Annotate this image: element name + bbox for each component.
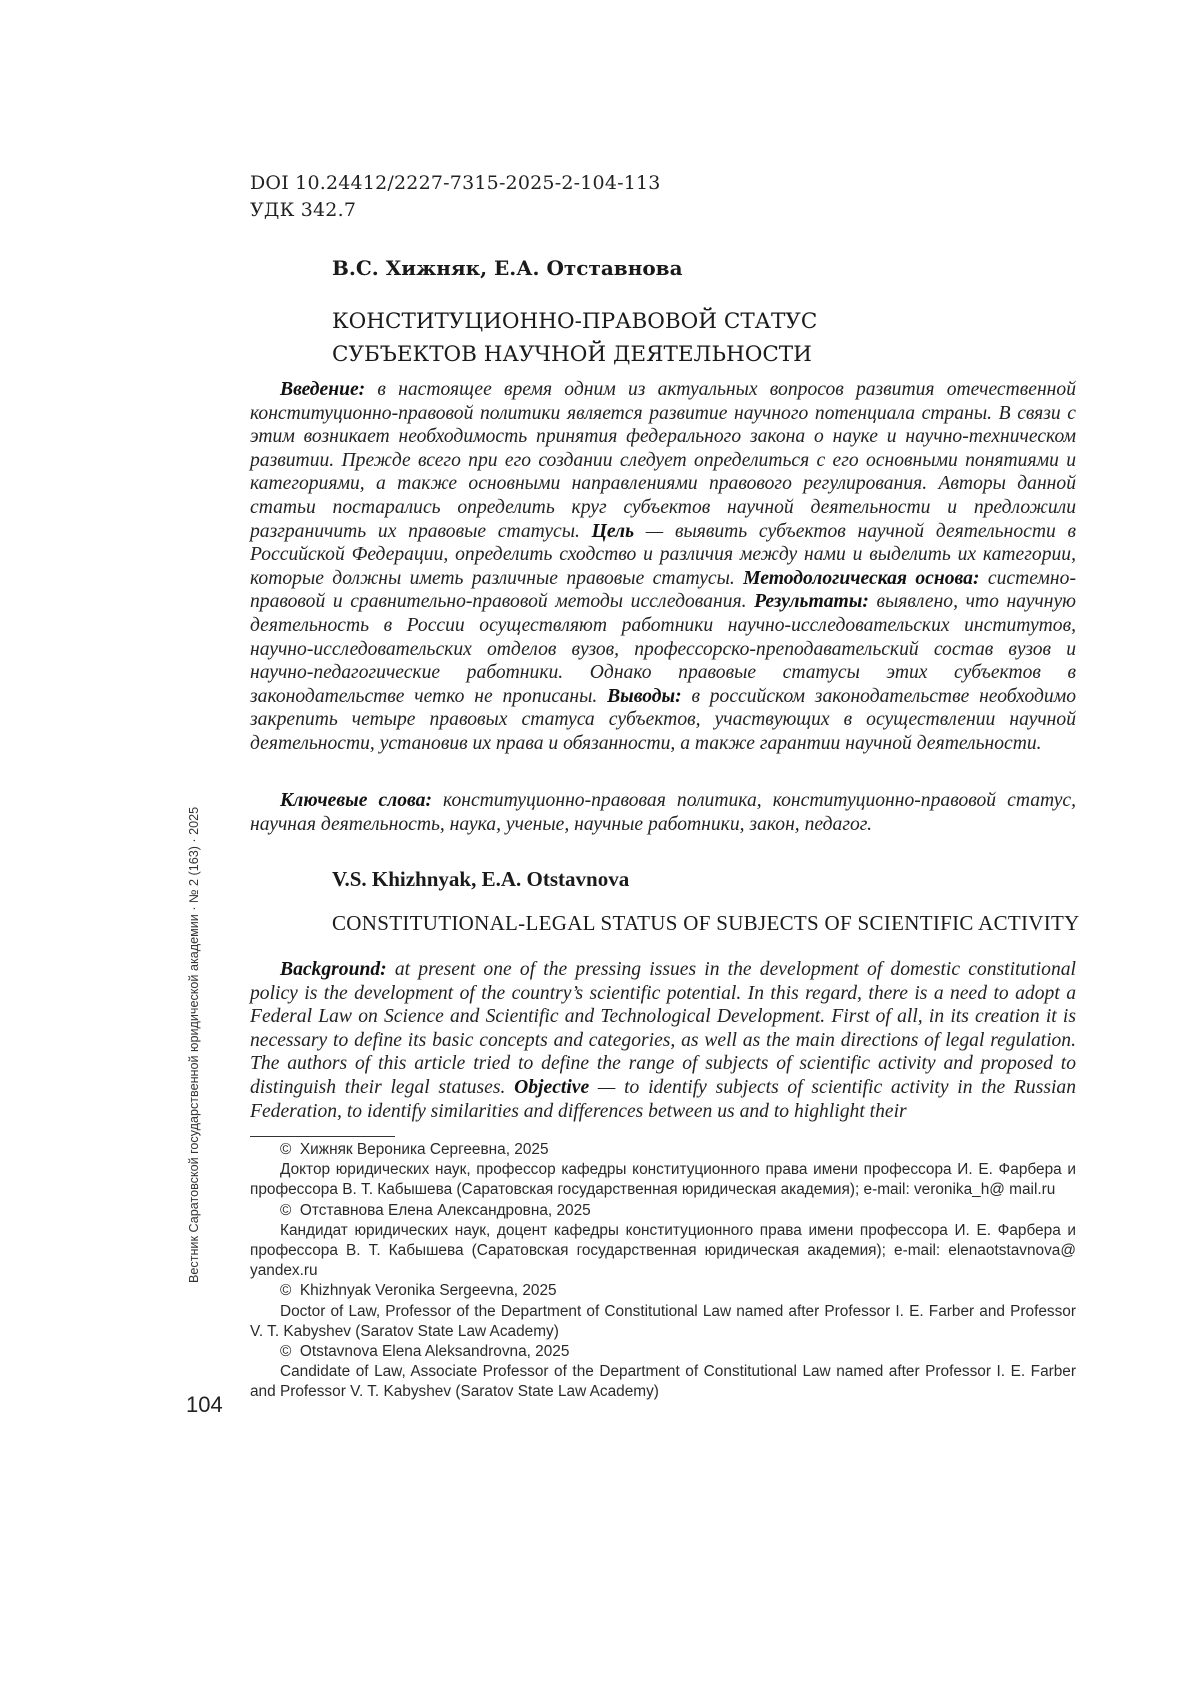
copyright-line: © Хижняк Вероника Сергеевна, 2025 — [250, 1140, 1076, 1160]
title-line: СУБЪЕКТОВ НАУЧНОЙ ДЕЯТЕЛЬНОСТИ — [332, 342, 812, 367]
author-affiliation: Кандидат юридических наук, доцент кафедры конституционного права имени профессора И. Е. Фарбера и профессора В. Т. Кабышева (Саратовская государственная юридическая академия); e-mail: elenaotstavnova@ yandex.ru — [250, 1221, 1076, 1280]
abstract-paragraph-en: Background: at present one of the pressing issues in the development of domestic constitutional policy is the development of the country’s scientific potential. In this regard, there is a need to adopt a Federal Law on Science and Scientific and Technological Development. First of all, in its creation it is necessary to define its basic concepts and categories, as well as the main directions of legal regulation. The authors of this article tried to define the range of subjects of scientific activity and proposed to distinguish their legal statuses. Objective — to identify subjects of scientific activity in the Russian Federation, to identify similarities and differences between us and to highlight their — [250, 959, 1076, 1122]
author-affiliation: Doctor of Law, Professor of the Department of Constitutional Law named after Professor I. E. Farber and Professor V. T. Kabyshev (Saratov State Law Academy) — [250, 1302, 1076, 1340]
keywords-ru — [250, 789, 1076, 836]
udk: УДК 342.7 — [250, 199, 357, 221]
title-line: КОНСТИТУЦИОННО-ПРАВОВОЙ СТАТУС — [332, 309, 818, 334]
authors-en: V.S. Khizhnyak, E.A. Otstavnova — [332, 867, 630, 891]
article-identifiers — [250, 170, 661, 224]
results-label: Результаты: — [754, 591, 869, 613]
background-label: Background: — [280, 959, 387, 980]
abstract-ru — [250, 378, 1076, 756]
author-affiliation: Доктор юридических наук, профессор кафедры конституционного права имени профессора И. Е. Фарбера и профессора В. Т. Кабышева (Саратовская государственная юридическая академия); e-mail: veronika_h@ mail.ru — [250, 1161, 1076, 1199]
copyright-line: © Отставнова Елена Александровна, 2025 — [250, 1201, 1076, 1221]
conclusions-label: Выводы: — [607, 685, 682, 707]
authors-ru: В.С. Хижняк, Е.А. Отставнова — [332, 256, 683, 280]
method-label: Методологическая основа: — [743, 567, 980, 589]
footnote-divider — [250, 1136, 395, 1137]
page-number: 104 — [186, 1392, 223, 1417]
keywords-label: Ключевые слова: — [280, 790, 432, 811]
intro-label: Введение: — [280, 379, 366, 400]
doi: DOI 10.24412/2227-7315-2025-2-104-113 — [250, 172, 661, 194]
article-title-ru — [332, 305, 817, 371]
journal-running-title: Вестник Саратовской государственной юридической академии · № 2 (163) · 2025 — [187, 806, 201, 1283]
article-title-en: CONSTITUTIONAL-LEGAL STATUS OF SUBJECTS OF SCIENTIFIC ACTIVITY — [332, 911, 1080, 935]
copyright-line: © Otstavnova Elena Aleksandrovna, 2025 — [250, 1342, 1076, 1362]
keywords-text: конституционно-правовая политика, конституционно-правовой статус, научная деятельность, наука, ученые, научные работники, закон, педагог. — [250, 790, 1076, 835]
abstract-paragraph-ru: Введение: в настоящее время одним из актуальных вопросов развития отечественной конституционно-правовой политики является развитие научного потенциала страны. В связи с этим возникает необходимость принятия федерального закона о науке и научно-техническом развитии. Прежде всего при его создании следует определиться с его основными понятиями и категориями, а также основными направлениями правового регулирования. Авторы данной статьи постарались определить круг субъектов научной деятельности и предложили разграничить их правовые статусы. Цель — выявить субъектов научной деятельности в Российской Федерации, определить сходство и различия между нами и выделить их категории, которые должны иметь различные правовые статусы. Методологическая основа: системно-правовой и сравнительно-правовой методы исследования. Результаты: выявлено, что научную деятельность в России осуществляют работники научно-исследовательских институтов, научно-исследовательских отделов вузов, профессорско-преподавательский состав вузов и научно-педагогические работники. Однако правовые статусы этих субъектов в законодательстве четко не прописаны. Выводы: в российском законодательстве необходимо закрепить четыре правовых статуса субъектов, участвующих в осуществлении научной деятельности, установив их права и обязанности, а также гарантии научной деятельности. — [250, 379, 1076, 754]
copyright-line: © Khizhnyak Veronika Sergeevna, 2025 — [250, 1281, 1076, 1301]
author-footnotes — [250, 1140, 1076, 1403]
objective-label: Objective — [514, 1076, 590, 1098]
abstract-en — [250, 958, 1076, 1123]
author-affiliation: Candidate of Law, Associate Professor of the Department of Constitutional Law named after Professor I. E. Farber and Professor V. T. Kabyshev (Saratov State Law Academy) — [250, 1363, 1076, 1401]
goal-label: Цель — [591, 520, 635, 542]
